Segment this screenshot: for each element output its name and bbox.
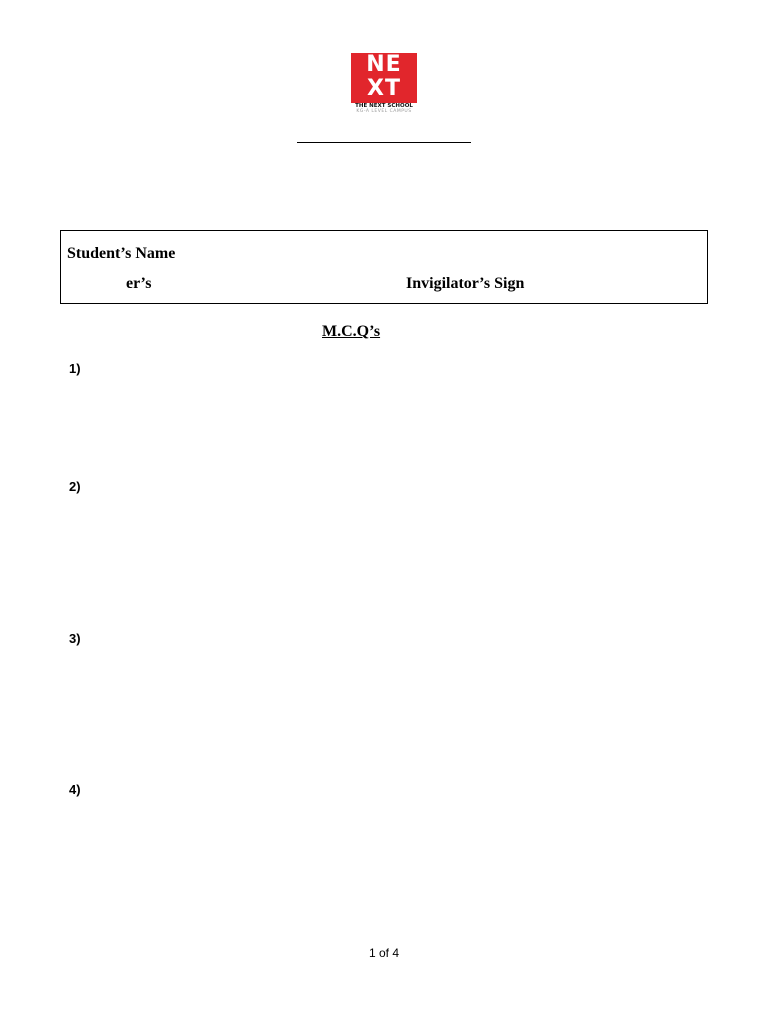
question-number-2: 2): [69, 479, 81, 494]
logo-letters: [351, 53, 417, 103]
student-info-box: [60, 230, 708, 304]
student-name-label: Student’s Name: [67, 245, 176, 262]
page-number: 1 of 4: [368, 946, 400, 960]
title-underline: [297, 142, 471, 143]
invigilator-sign-label: Invigilator’s Sign: [406, 275, 525, 292]
logo-tagline: THE NEXT SCHOOL: [355, 103, 413, 109]
logo-letters-bottom: XT: [367, 76, 401, 101]
logo-red-block: [351, 53, 417, 103]
logo-letters-top: NE: [366, 52, 402, 77]
question-number-3: 3): [69, 631, 81, 646]
question-number-4: 4): [69, 782, 81, 797]
logo-subline: KG-A LEVEL CAMPUS: [356, 109, 412, 114]
partial-label: er’s: [126, 275, 152, 292]
question-number-1: 1): [69, 361, 81, 376]
mcq-section-heading: M.C.Q’s: [322, 323, 381, 340]
school-logo: [349, 53, 419, 115]
